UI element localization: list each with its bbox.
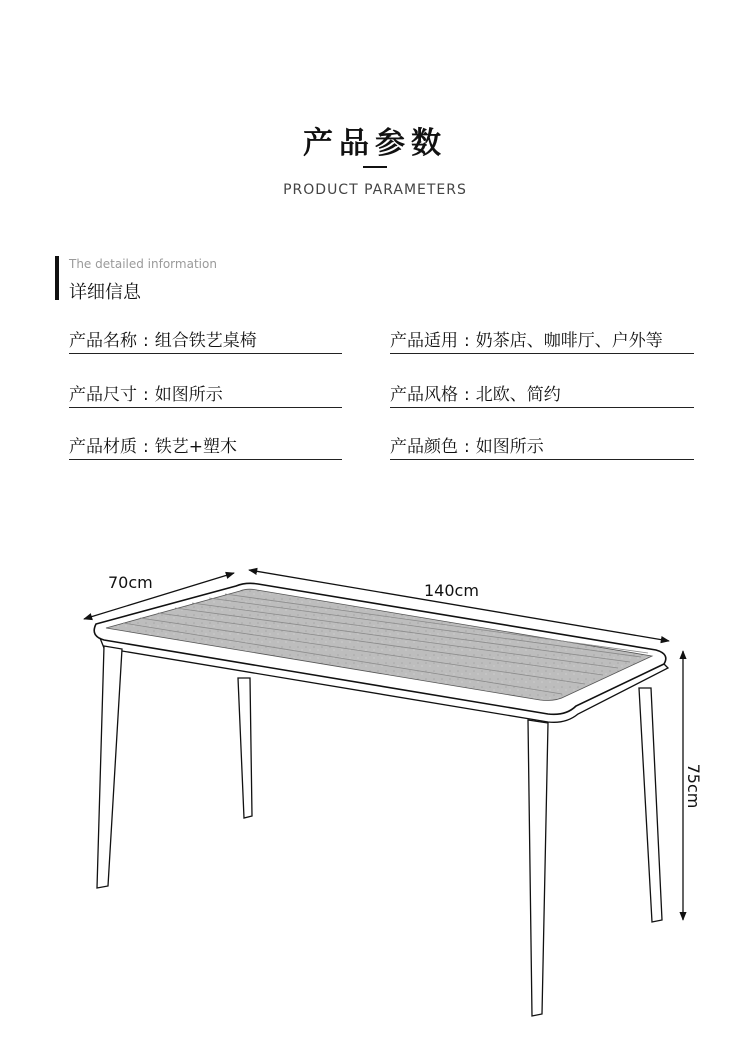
table-leg-back-right xyxy=(639,688,662,922)
spec-label: 产品名称 xyxy=(69,331,137,351)
spec-value: 北欧、简约 xyxy=(475,385,561,405)
spec-separator: : xyxy=(143,331,149,351)
spec-separator: : xyxy=(464,331,470,351)
spec-value: 奶茶店、咖啡厅、户外等 xyxy=(475,331,663,351)
table-leg-front-left xyxy=(97,646,122,888)
section-accent-bar xyxy=(55,256,59,300)
spec-label: 产品风格 xyxy=(390,385,458,405)
length-label: 140cm xyxy=(424,581,479,600)
section-title-en: The detailed information xyxy=(69,257,217,271)
height-label: 75cm xyxy=(684,763,703,809)
spec-separator: : xyxy=(143,437,149,457)
spec-product-color xyxy=(390,432,694,460)
title-divider xyxy=(363,166,387,168)
table-dimension-drawing xyxy=(0,540,750,1046)
spec-product-size xyxy=(69,380,342,408)
table-leg-front-right xyxy=(528,720,548,1016)
spec-label: 产品材质 xyxy=(69,437,137,457)
spec-product-material xyxy=(69,432,342,460)
spec-separator: : xyxy=(464,437,470,457)
spec-label: 产品适用 xyxy=(390,331,458,351)
spec-separator: : xyxy=(143,385,149,405)
spec-value: 如图所示 xyxy=(154,385,223,405)
spec-product-style xyxy=(390,380,694,408)
tabletop xyxy=(94,583,668,722)
page-title: 产品参数 xyxy=(303,126,447,161)
depth-label: 70cm xyxy=(108,573,153,592)
spec-product-use xyxy=(390,326,694,354)
table-leg-back-left xyxy=(238,678,252,818)
spec-separator: : xyxy=(464,385,470,405)
spec-value: 如图所示 xyxy=(475,437,544,457)
spec-value: 组合铁艺桌椅 xyxy=(154,331,257,351)
spec-product-name xyxy=(69,326,342,354)
section-title: 详细信息 xyxy=(69,282,141,303)
spec-label: 产品颜色 xyxy=(390,437,458,457)
spec-value: 铁艺+塑木 xyxy=(154,437,237,457)
spec-label: 产品尺寸 xyxy=(69,385,137,405)
page-subtitle: PRODUCT PARAMETERS xyxy=(283,182,467,198)
